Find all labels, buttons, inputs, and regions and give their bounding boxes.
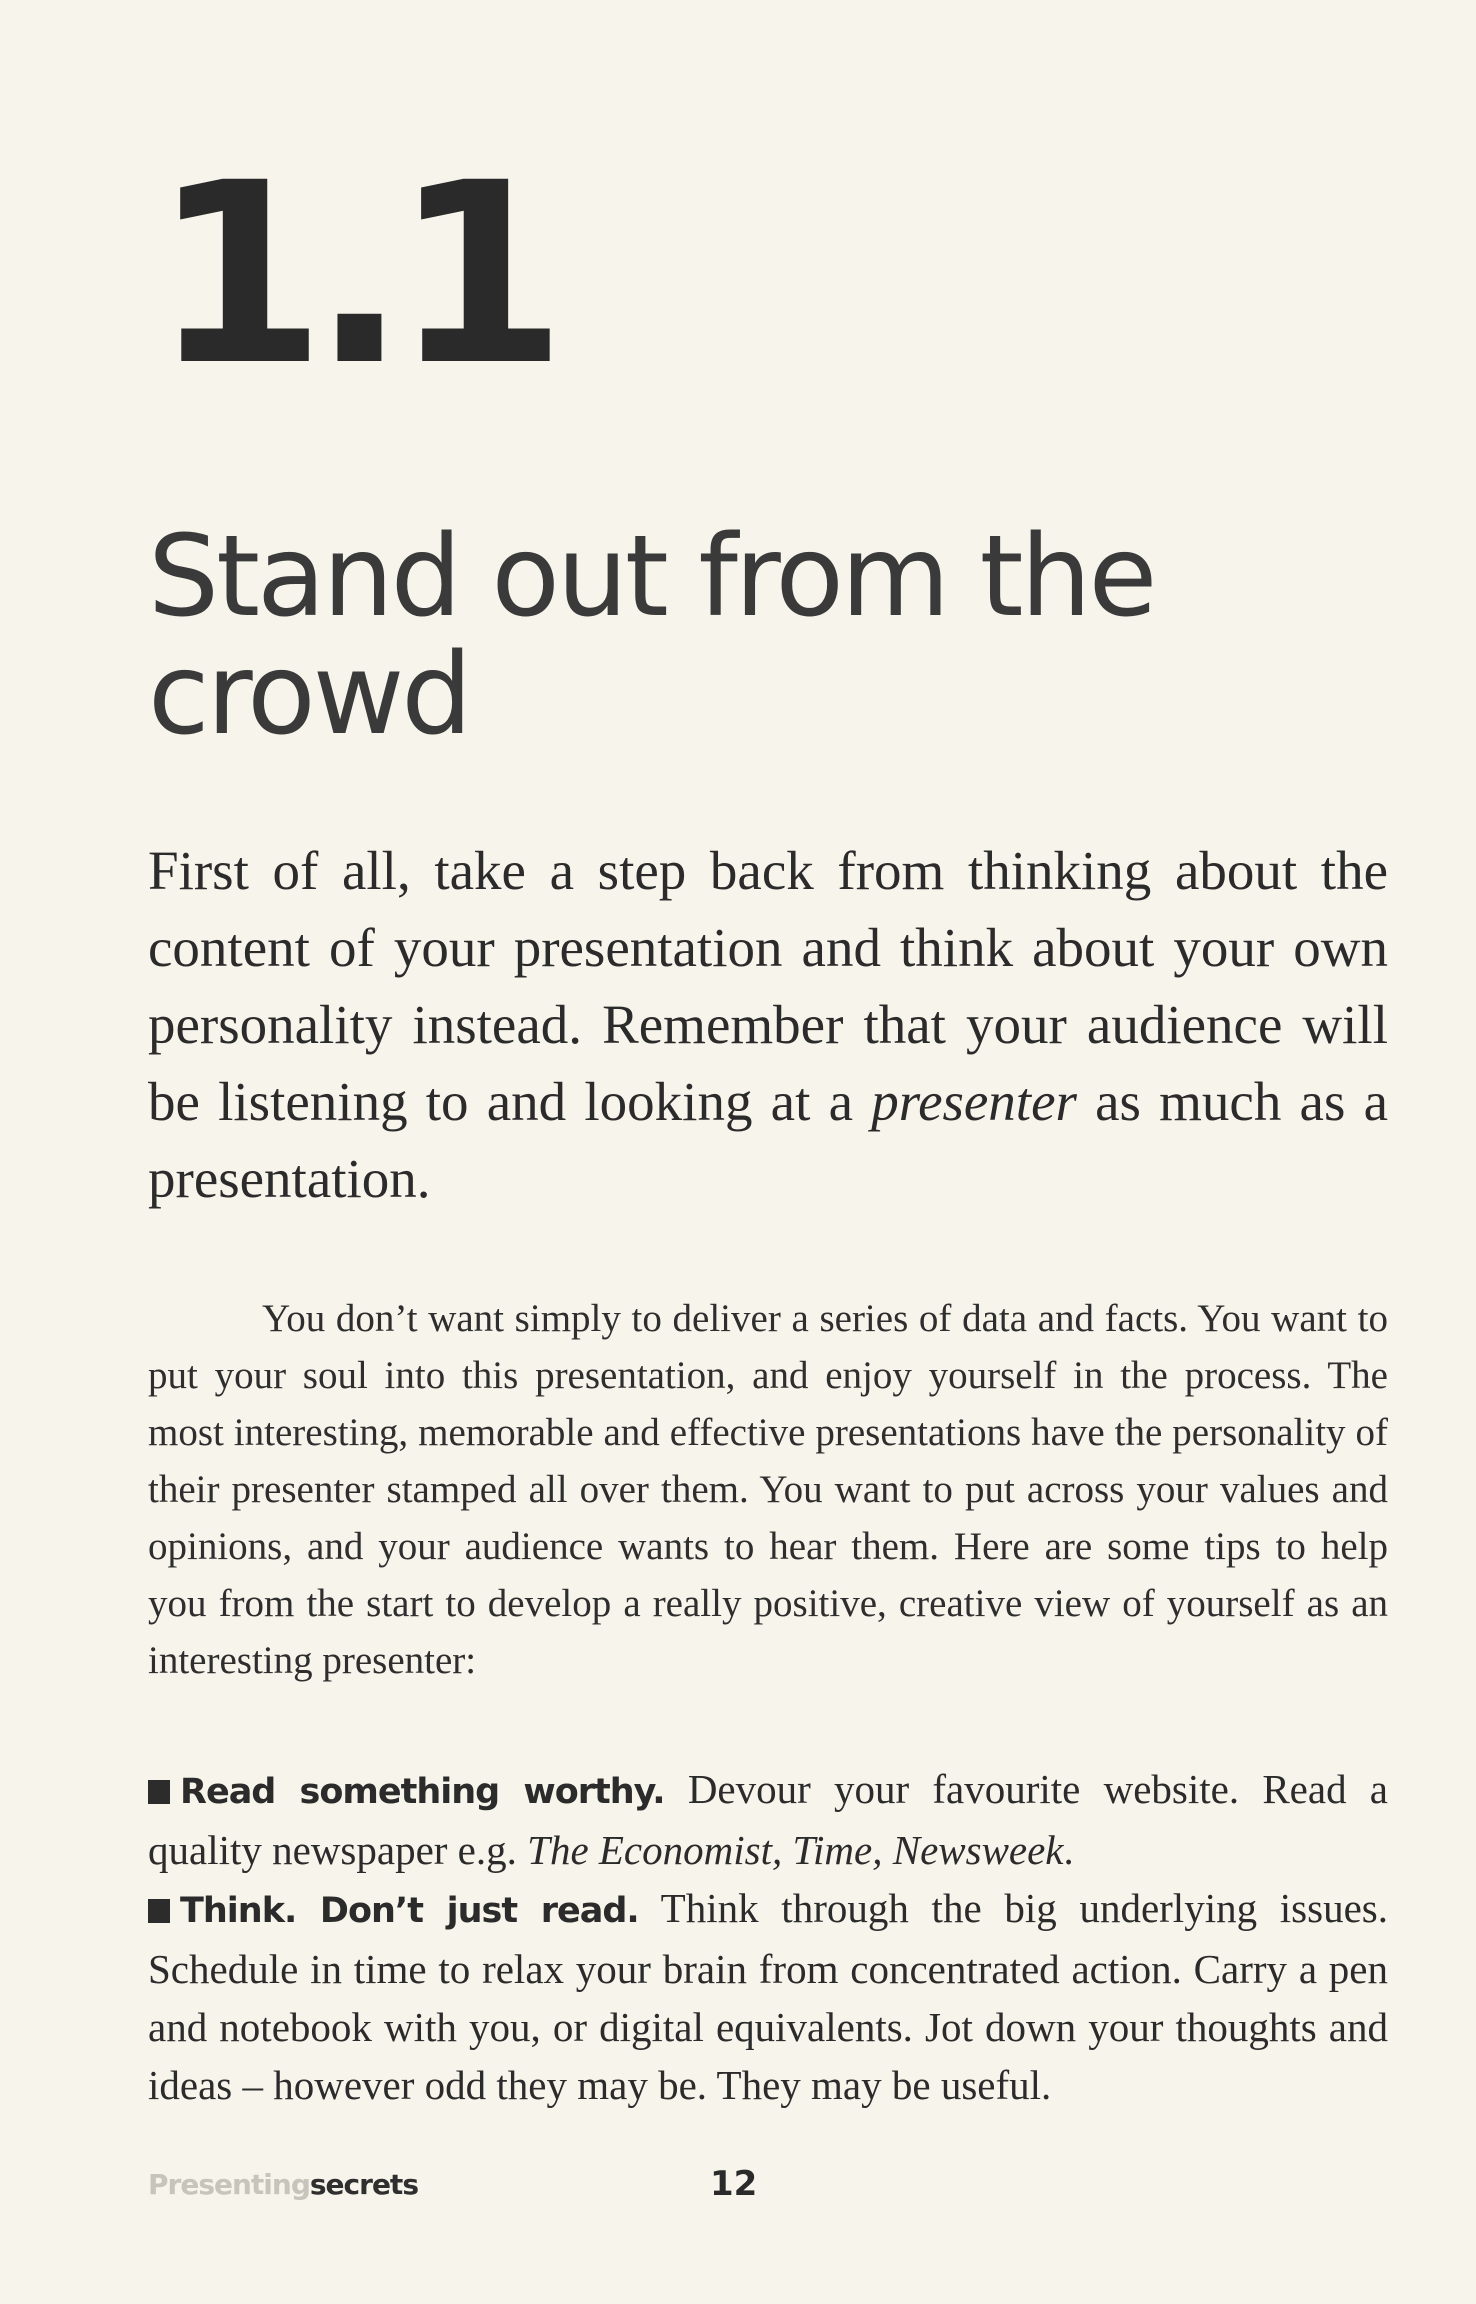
tip-text-end: . — [1063, 1827, 1074, 1873]
tip-italic: The Economist, Time, Newsweek — [527, 1827, 1064, 1873]
footer-brand-light: Presenting — [148, 2168, 310, 2201]
tip-text: Think through the big underlying issues. Schedule in time to relax your brain from concentrated action. Carry a pen and notebook with you, or digital equivalents. Jot down your thoughts and ideas – however odd they may be. They may be useful. — [148, 1885, 1389, 2108]
footer-brand-dark: secrets — [309, 2168, 418, 2201]
tip-text: Devour your favourite website. Read a quality newspaper e.g. — [148, 1766, 1389, 1873]
footer-brand — [148, 2168, 418, 2201]
square-bullet-icon — [148, 1780, 170, 1804]
lead-emphasis: presenter — [871, 1071, 1077, 1132]
chapter-number: 1.1 — [152, 129, 553, 420]
page-number: 12 — [710, 2164, 758, 2204]
lead-paragraph — [148, 832, 1388, 1217]
chapter-title: Stand out from the crowd — [148, 512, 1155, 760]
lead-text-start: First of all, take a step back from thinking about the content of your presentation and think about your own personality instead. Remember that your audience will be listening to and looking at a — [148, 840, 1388, 1132]
tips-list — [148, 1760, 1388, 2114]
tip-lead: Read something worthy. — [180, 1772, 665, 1812]
lead-text-end: as much as a presentation. — [148, 1071, 1388, 1209]
list-item — [148, 1760, 1388, 1879]
tip-lead: Think. Don’t just read. — [180, 1891, 639, 1931]
list-item — [148, 1879, 1388, 2114]
square-bullet-icon — [148, 1899, 170, 1923]
body-paragraph: You don’t want simply to deliver a series of data and facts. You want to put your soul into this presentation, and enjoy yourself in the process. The most interesting, memorable and effective presentations have the personality of their presenter stamped all over them. You want to put across your values and opinions, and your audience wants to hear them. Here are some tips to help you from the start to develop a really positive, creative view of yourself as an interesting presenter: — [148, 1297, 1388, 1682]
